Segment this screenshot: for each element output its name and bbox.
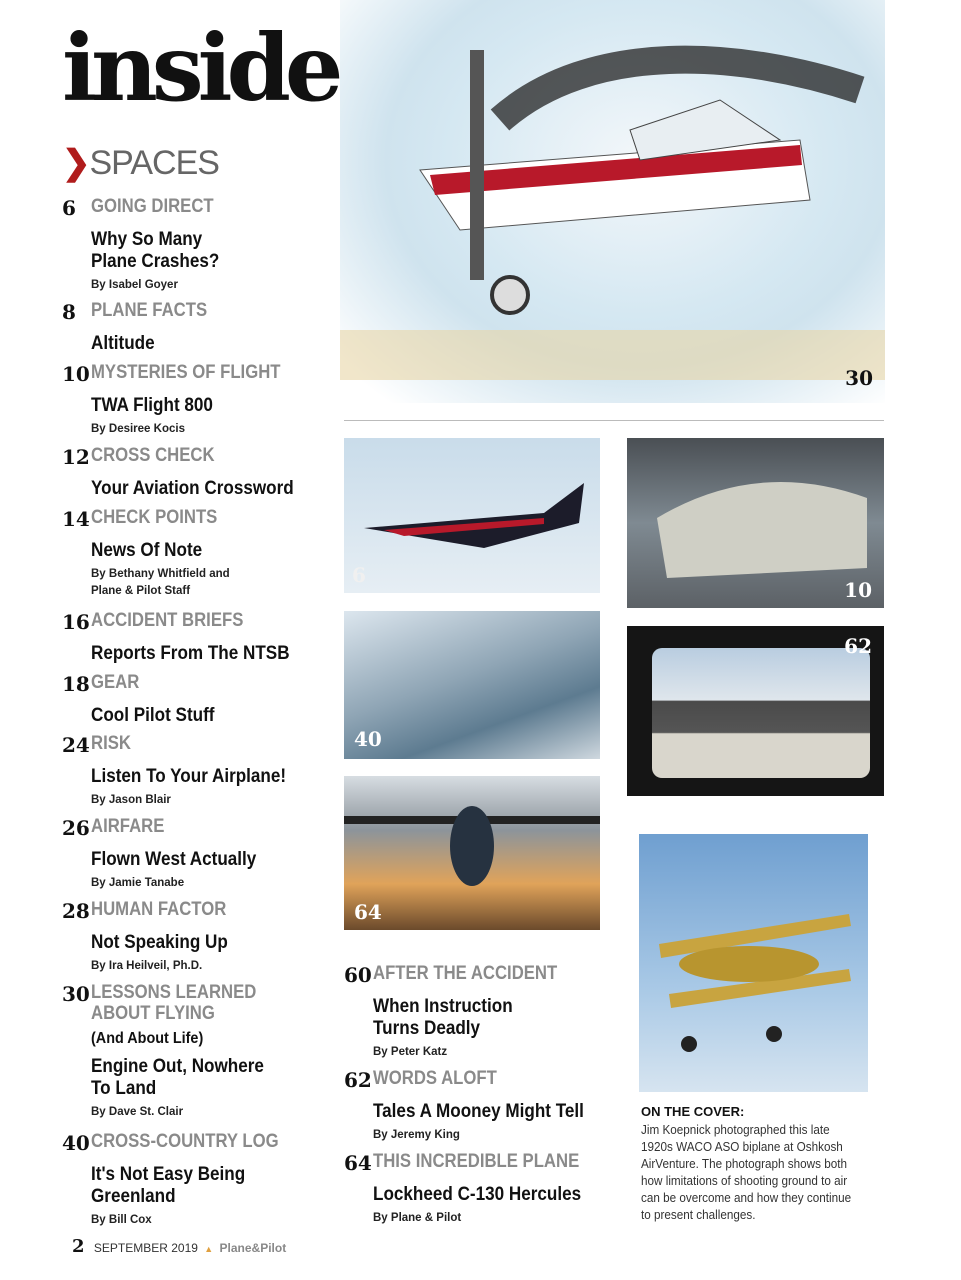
brand-name: Plane&Pilot — [219, 1241, 287, 1255]
page-number: 10 — [62, 362, 90, 386]
section-name: AIRFARE — [91, 816, 165, 837]
toc-entry[interactable] — [344, 963, 604, 1061]
article-title: Cool Pilot Stuff — [91, 705, 215, 726]
byline: By Bill Cox — [91, 1214, 152, 1226]
toc-entry[interactable] — [62, 816, 322, 892]
cover-photo[interactable] — [639, 834, 868, 1092]
byline: By Plane & Pilot — [373, 1212, 462, 1224]
page-number: 8 — [62, 300, 76, 324]
divider — [344, 420, 884, 421]
article-title: Engine Out, Nowhere — [91, 1056, 264, 1077]
photo-page-label: 10 — [844, 578, 872, 602]
cover-caption: Jim Koepnick photographed this late 1920s WACO ASO biplane at Oshkosh AirVenture. The photograph shows both how limitations of shooting ground to air can be overcome and how they continue to present challenges. — [641, 1122, 852, 1222]
cover-heading: ON THE COVER: — [641, 1104, 745, 1119]
byline: By Ira Heilveil, Ph.D. — [91, 960, 203, 972]
section-heading: ❯SPACES — [62, 144, 219, 182]
article-title: Not Speaking Up — [91, 932, 228, 953]
article-title: Lockheed C-130 Hercules — [373, 1184, 582, 1205]
page-number: 16 — [62, 610, 90, 634]
page-number: 2 — [72, 1236, 85, 1257]
page-footer — [72, 1236, 286, 1257]
article-title: Flown West Actually — [91, 849, 257, 870]
toc-entry[interactable] — [62, 362, 322, 438]
trainer-jet-icon — [344, 438, 600, 593]
page-number: 12 — [62, 445, 90, 469]
article-title: It's Not Easy Being — [91, 1164, 246, 1185]
section-name: MYSTERIES OF FLIGHT — [91, 362, 281, 383]
page-number: 24 — [62, 733, 90, 757]
photo-page-label: 62 — [844, 634, 872, 658]
photo-page-label: 64 — [354, 900, 382, 924]
byline: By Jamie Tanabe — [91, 877, 185, 889]
page-number: 6 — [62, 196, 76, 220]
page-number: 14 — [62, 507, 90, 531]
toc-entry[interactable] — [62, 300, 322, 355]
toc-entry[interactable] — [62, 196, 322, 294]
byline: By Isabel Goyer — [91, 279, 178, 291]
toc-entry[interactable] — [344, 1151, 604, 1227]
toc-entry[interactable] — [62, 445, 322, 500]
section-name: RISK — [91, 733, 131, 754]
page-number: 60 — [344, 963, 372, 987]
article-title: Listen To Your Airplane! — [91, 766, 287, 787]
page-number: 40 — [62, 1131, 90, 1155]
page-number: 30 — [62, 982, 90, 1006]
photo-page-64[interactable] — [344, 776, 600, 930]
article-title: TWA Flight 800 — [91, 395, 213, 416]
page-number: 28 — [62, 899, 90, 923]
toc-entry[interactable] — [62, 507, 322, 600]
brand-mark-icon: ▲ — [204, 1244, 214, 1254]
section-name: GEAR — [91, 672, 140, 693]
byline: By Bethany Whitfield and — [91, 568, 230, 580]
section-name: CROSS CHECK — [91, 445, 215, 466]
byline: By Jason Blair — [91, 794, 171, 806]
biplane-icon — [639, 834, 868, 1092]
article-title: Altitude — [91, 333, 155, 354]
photo-page-label: 40 — [354, 727, 382, 751]
article-title: Tales A Mooney Might Tell — [373, 1101, 584, 1122]
photo-page-label: 6 — [352, 563, 366, 587]
section-name: WORDS ALOFT — [373, 1068, 497, 1089]
article-title: Why So Many — [91, 229, 203, 250]
byline: By Dave St. Clair — [91, 1106, 184, 1118]
toc-entry[interactable] — [344, 1068, 604, 1144]
section-name: HUMAN FACTOR — [91, 899, 227, 920]
article-title: Greenland — [91, 1186, 176, 1207]
section-name: AFTER THE ACCIDENT — [373, 963, 558, 984]
photo-page-40[interactable] — [344, 611, 600, 759]
c130-icon — [344, 776, 600, 930]
toc-entry[interactable] — [62, 982, 322, 1121]
toc-entry[interactable] — [62, 610, 322, 665]
byline: By Jeremy King — [373, 1129, 460, 1141]
section-name: PLANE FACTS — [91, 300, 208, 321]
toc-entry[interactable] — [62, 899, 322, 975]
article-title: To Land — [91, 1078, 157, 1099]
article-title: When Instruction — [373, 996, 513, 1017]
chevron-icon: ❯ — [62, 144, 90, 182]
photo-page-6[interactable] — [344, 438, 600, 593]
section-name: CHECK POINTS — [91, 507, 218, 528]
photo-page-10[interactable] — [627, 438, 884, 608]
article-title: Turns Deadly — [373, 1018, 481, 1039]
article-title: News Of Note — [91, 540, 203, 561]
byline: By Desiree Kocis — [91, 423, 185, 435]
page-number: 18 — [62, 672, 90, 696]
inside-logo: inside — [62, 14, 338, 122]
section-name: GOING DIRECT — [91, 196, 214, 217]
article-title: Your Aviation Crossword — [91, 478, 294, 499]
photo-page-label: 30 — [845, 366, 873, 390]
section-name: THIS INCREDIBLE PLANE — [373, 1151, 580, 1172]
section-name: ACCIDENT BRIEFS — [91, 610, 244, 631]
page-number: 62 — [344, 1068, 372, 1092]
article-subtitle: (And About Life) — [91, 1030, 204, 1047]
section-name: CROSS-COUNTRY LOG — [91, 1131, 279, 1152]
page-number: 64 — [344, 1151, 372, 1175]
airplane-illustration-icon — [340, 0, 885, 403]
issue-date: SEPTEMBER 2019 — [93, 1241, 198, 1255]
photo-page-62[interactable] — [627, 626, 884, 796]
article-title: Reports From The NTSB — [91, 643, 290, 664]
page-number: 26 — [62, 816, 90, 840]
toc-entry[interactable] — [62, 733, 322, 809]
byline: Plane & Pilot Staff — [91, 585, 191, 597]
toc-entry[interactable] — [62, 1131, 322, 1229]
byline: By Peter Katz — [373, 1046, 448, 1058]
article-title: Plane Crashes? — [91, 251, 220, 272]
hero-illustration[interactable] — [340, 0, 885, 403]
section-name: LESSONS LEARNED ABOUT FLYING — [91, 982, 257, 1024]
toc-entry[interactable] — [62, 672, 322, 727]
